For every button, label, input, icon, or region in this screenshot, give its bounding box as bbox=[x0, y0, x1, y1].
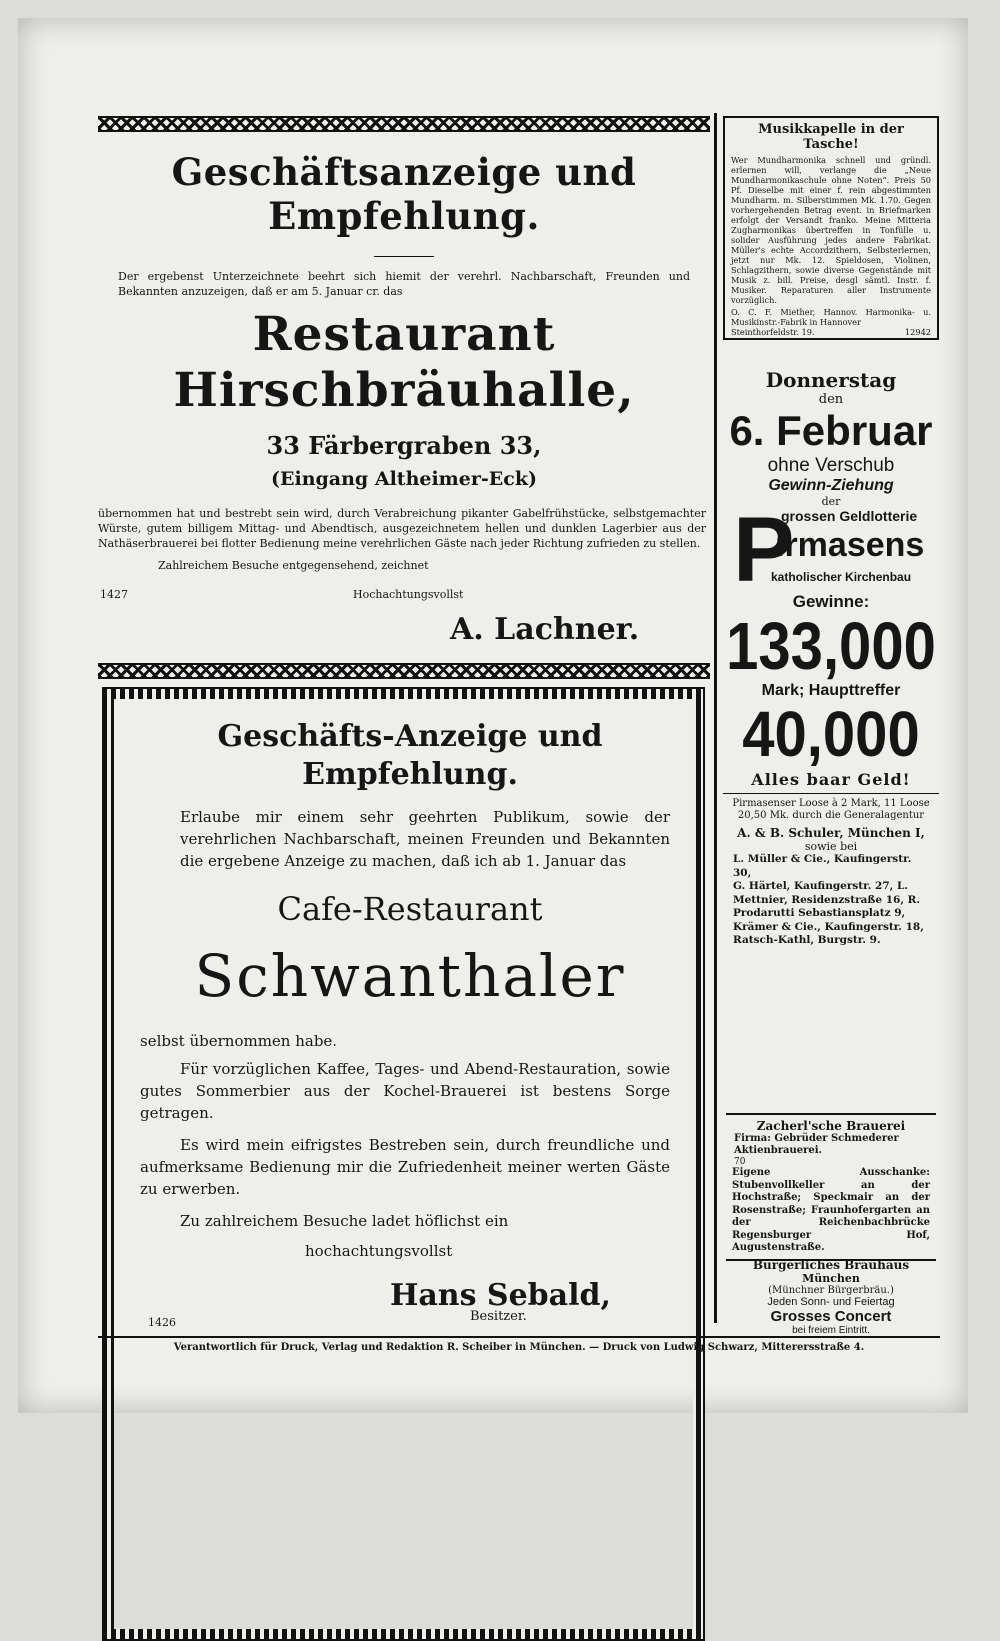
music-body: Wer Mundharmonika schnell und gründl. erlernen will, verlange die „Neue Mundharmonikaschule ohne Noten“. Preis 50 Pf. Dieselbe mit einer f. rein abgestimmten Mundharm. m. Silberstimmen Mk. 1.70. Gegen vorhergehenden Betrag event. in Briefmarken erfolgt der Versandt franko. Meine Mitteria Zugharmonikas übertreffen in Tonfülle u. solider Ausführung jedes andere Fabrikat. Müller's echte Accordzithern, Selbsterlernen, jetzt nur Mk. 12. Spieldosen, Violinen, Schlagzithern, sowie diverse Gegenstände mit Musik z. bill. Preise, desgl sämtl. Instr. f. Musiker. Reparaturen aller Instrumente vorzüglich. bbox=[731, 155, 931, 305]
schwanthaler-ad-content bbox=[140, 718, 680, 1329]
lottery-rule bbox=[723, 793, 939, 794]
ad-intro: Der ergebenst Unterzeichnete beehrt sich hiemit der verehrl. Nachbarschaft, Freunden und Bekannten anzuzeigen, daß er am 5. Januar cr. das bbox=[118, 270, 690, 298]
ad-body: übernommen hat und bestrebt sein wird, durch Verabreichung pikanter Gabelfrühstücke, selbstgemachter Würste, gutem billigem Mittag- und Abendtisch, ausgezeichnetem hellen und dunklen Lagerbier aus der Nathäserbrauerei bei flotter Bedienung meine verehrlichen Gäste nach jeder Richtung zufrieden zu stellen. bbox=[98, 507, 706, 550]
ad-signature: A. Lachner. bbox=[450, 612, 640, 647]
cafe-heading: Geschäfts-Anzeige und Empfehlung. bbox=[217, 719, 603, 792]
music-firm: O. C. F. Miether, Hannov. Harmonika- u. Musikinstr.-Fabrik in Hannover bbox=[731, 307, 931, 327]
music-title: Musikkapelle in der Tasche! bbox=[758, 122, 904, 152]
lottery-seller: G. Härtel, Kaufingerstr. 27, L. bbox=[733, 880, 908, 892]
lottery-date: 6. Februar bbox=[729, 407, 933, 454]
brauhaus-ad bbox=[726, 1258, 936, 1336]
ornament-rule-top bbox=[98, 116, 710, 132]
cafe-para-2: Es wird mein eifrigstes Bestreben sein, durch freundliche und aufmerksame Bedienung mir die Zufriedenheit meiner werten Gäste zu erwerben. bbox=[140, 1136, 670, 1198]
lottery-grosse: grossen Geldlotterie bbox=[781, 508, 918, 524]
brauhaus-line: Jeden Sonn- und Feiertag bbox=[767, 1296, 895, 1308]
lottery-seller: Mettnier, Residenzstraße 16, R. bbox=[733, 893, 921, 906]
restaurant-name: Restaurant Hirschbräuhalle, bbox=[173, 307, 635, 418]
cafe-taken: selbst übernommen habe. bbox=[140, 1032, 338, 1050]
ad-closing: Zahlreichem Besuche entgegensehend, zeichnet bbox=[158, 559, 429, 572]
brauhaus-title: Bürgerliches Brauhaus bbox=[752, 1258, 910, 1272]
cafe-intro: Erlaube mir einem sehr geehrten Publikum, sowie der verehrlichen Nachbarschaft, meinen Freunden und Bekannten die ergebene Anzeige zu machen, daß ich ab 1. Januar das bbox=[180, 808, 670, 870]
music-ad bbox=[723, 116, 939, 340]
cafe-signature: Hans Sebald, bbox=[390, 1278, 611, 1313]
lottery-amount: 133,000 bbox=[726, 609, 936, 684]
ornament-rule-middle bbox=[98, 663, 710, 679]
brewery-firm: Firma: Gebrüder Schmederer Aktienbrauerei. bbox=[734, 1133, 899, 1156]
lottery-agency: A. & B. Schuler, München I, bbox=[737, 826, 925, 840]
short-divider bbox=[374, 256, 434, 257]
lottery-city: irmasens bbox=[775, 526, 925, 564]
lottery-purpose: katholischer Kirchenbau bbox=[771, 570, 912, 584]
lottery-sowie: sowie bei bbox=[804, 840, 858, 853]
lottery-der: der bbox=[821, 495, 841, 508]
brewery-body: Eigene Ausschanke: Stubenvollkeller an der Hochstraße; Speckmair an der Rosenstraße; Fraunhofergarten an der Reichenbachbrücke Regensburger Hof, Augustenstraße. bbox=[732, 1167, 930, 1253]
brewery-ad bbox=[726, 1113, 936, 1261]
music-number: 12942 bbox=[904, 327, 931, 337]
lottery-day: Donnerstag bbox=[765, 368, 897, 392]
lottery-draw: Gewinn-Ziehung bbox=[768, 477, 894, 494]
lottery-top: 40,000 bbox=[742, 698, 920, 771]
lottery-tickets: Pirmasenser Loose à 2 Mark, 11 Loose 20,50 Mk. durch die Generalagentur bbox=[732, 798, 930, 821]
brauhaus-city: München bbox=[802, 1272, 860, 1285]
cafe-regards: hochachtungsvollst bbox=[305, 1242, 453, 1260]
cafe-number: 1426 bbox=[148, 1316, 176, 1329]
restaurant-entrance: (Eingang Altheimer-Eck) bbox=[271, 468, 537, 490]
lottery-seller: Prodarutti Sebastiansplatz 9, bbox=[733, 907, 906, 919]
ad-heading: Geschäftsanzeige und Empfehlung. bbox=[171, 150, 637, 238]
footer-imprint: Verantwortlich für Druck, Verlag und Redaktion R. Scheiber in München. — Druck von Ludwig Schwarz, Mitterersstraße 4. bbox=[173, 1342, 865, 1353]
restaurant-address: 33 Färbergraben 33, bbox=[266, 431, 542, 460]
lottery-seller: Krämer & Cie., Kaufingerstr. 18, bbox=[733, 920, 924, 933]
brauhaus-sub: (Münchner Bürgerbräu.) bbox=[768, 1285, 894, 1296]
cafe-closing: Zu zahlreichem Besuche ladet höflichst ein bbox=[180, 1212, 509, 1230]
music-street: Steinthorfeldstr. 19. bbox=[731, 327, 815, 337]
lottery-prizes: Gewinne: bbox=[792, 592, 870, 611]
lottery-mark: Mark; Haupttreffer bbox=[761, 682, 901, 699]
brewery-title: Zacherl'sche Brauerei bbox=[756, 1119, 906, 1133]
lottery-cash: Alles baar Geld! bbox=[751, 770, 911, 789]
brewery-number: 70 bbox=[734, 1157, 746, 1167]
lottery-ad bbox=[723, 348, 939, 948]
lottery-sellers bbox=[723, 853, 939, 948]
cafe-para-1: Für vorzüglichen Kaffee, Tages- und Abend-Restauration, sowie gutes Sommerbier aus der Kochel-Brauerei ist bestens Sorge getragen. bbox=[140, 1060, 670, 1122]
lottery-seller: L. Müller & Cie., Kaufingerstr. 30, bbox=[733, 853, 912, 879]
ad-number: 1427 bbox=[100, 588, 128, 601]
lottery-no-delay: ohne Verschub bbox=[767, 455, 895, 476]
cafe-name-main: Schwanthaler bbox=[194, 942, 626, 1010]
cafe-name-top: Cafe-Restaurant bbox=[277, 890, 543, 928]
cafe-role: Besitzer. bbox=[470, 1309, 527, 1324]
lottery-den: den bbox=[818, 392, 844, 407]
newspaper-page bbox=[18, 18, 968, 1413]
ad-regards: Hochachtungsvollst bbox=[353, 588, 464, 601]
column-rule bbox=[714, 113, 717, 1323]
brauhaus-free: bei freiem Eintritt. bbox=[792, 1325, 870, 1336]
footer-rule bbox=[98, 1336, 940, 1338]
lottery-seller: Ratsch-Kathl, Burgstr. 9. bbox=[733, 934, 881, 946]
brauhaus-concert: Grosses Concert bbox=[770, 1308, 892, 1325]
hirschbraeuhalle-ad bbox=[98, 116, 710, 656]
lottery-big-letter: P bbox=[733, 499, 795, 601]
